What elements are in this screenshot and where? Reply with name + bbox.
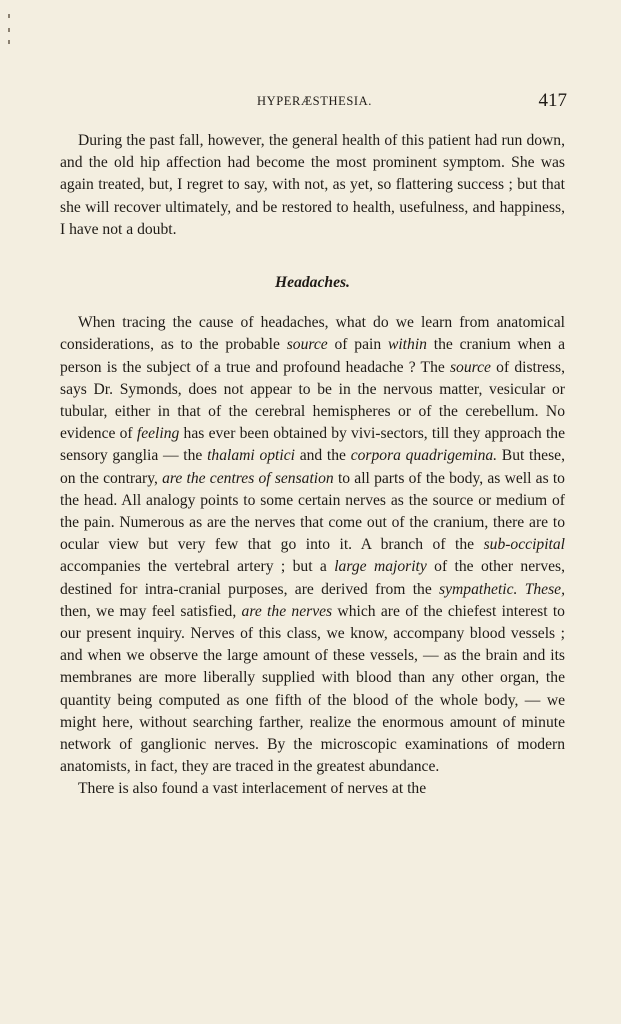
text-run: accompanies the vertebral artery ; but a (60, 558, 335, 576)
italic-run: sub-occipital (483, 536, 565, 554)
page-number: 417 (538, 90, 567, 111)
section-heading: Headaches. (275, 274, 350, 292)
text-run: to all parts of the body, as well as to the head. All analogy points to some certain nerves as the source or medium of the pain. Numerous as are the nerves that come out of the cranium, there are to ocular view but very few that go into it. A branch of the (60, 469, 565, 554)
text-run: When tracing the cause of headaches, what do we learn from anatomical considerations, as to the probable (60, 314, 565, 354)
text-run: which are of the chiefest interest to our present inquiry. Nerves of this class, we know, accompany blood vessels ; and when we observe the large amount of these vessels, — as the brain and its membranes are more liberally supplied with blood than any other organ, the quantity being computed as one fifth of the blood of the whole body, — we might here, without searching farther, realize the enormous amount of minute network of ganglionic nerves. By the microscopic examinations of modern anatomists, in fact, they are traced in the greatest abundance. (60, 602, 565, 776)
text-run: of pain (327, 336, 388, 354)
text-run: and the (294, 447, 351, 465)
text-run: of the other nerves, destined for intra-cranial purposes, are derived from the (60, 558, 566, 598)
text-run: the cranium when a person is the subject of a true and profound headache ? The (60, 336, 565, 376)
margin-marks (8, 14, 11, 44)
italic-run: thalami optici (207, 447, 295, 465)
italic-run: sympathetic. These, (439, 580, 565, 598)
paragraph: There is also found a vast interlacement of nerves at the (78, 780, 427, 798)
italic-run: are the nerves (241, 602, 333, 620)
italic-run: feeling (136, 425, 180, 443)
italic-run: source (449, 358, 491, 376)
text-run: has ever been obtained by vivi-sectors, till they approach the sensory ganglia — the (60, 425, 565, 465)
italic-run: are the centres of sensation (162, 469, 334, 487)
italic-run: within (387, 336, 427, 354)
italic-run: large majority (334, 558, 427, 576)
body-text (60, 130, 565, 801)
paragraph (60, 312, 565, 778)
italic-run: corpora quadrigemina. (350, 447, 498, 465)
paragraph: During the past fall, however, the general health of this patient had run down, and the old hip affection had become the most prominent symptom. She was again treated, but, I regret to say, with not, as yet, so flattering success ; but that she will recover ultimately, and be restored to health, usefulness, and happiness, I have not a doubt. (60, 132, 565, 238)
running-header (62, 90, 567, 112)
text-run: But these, on the contrary, (60, 447, 565, 487)
italic-run: source (286, 336, 328, 354)
text-run: then, we may feel satisfied, (60, 602, 242, 620)
text-run: of distress, says Dr. Symonds, does not appear to be in the nervous matter, vesicular or tubular, either in that of the cerebral hemispheres or of the cerebellum. No evidence of (60, 358, 565, 443)
running-title: HYPERÆSTHESIA. (256, 94, 372, 108)
